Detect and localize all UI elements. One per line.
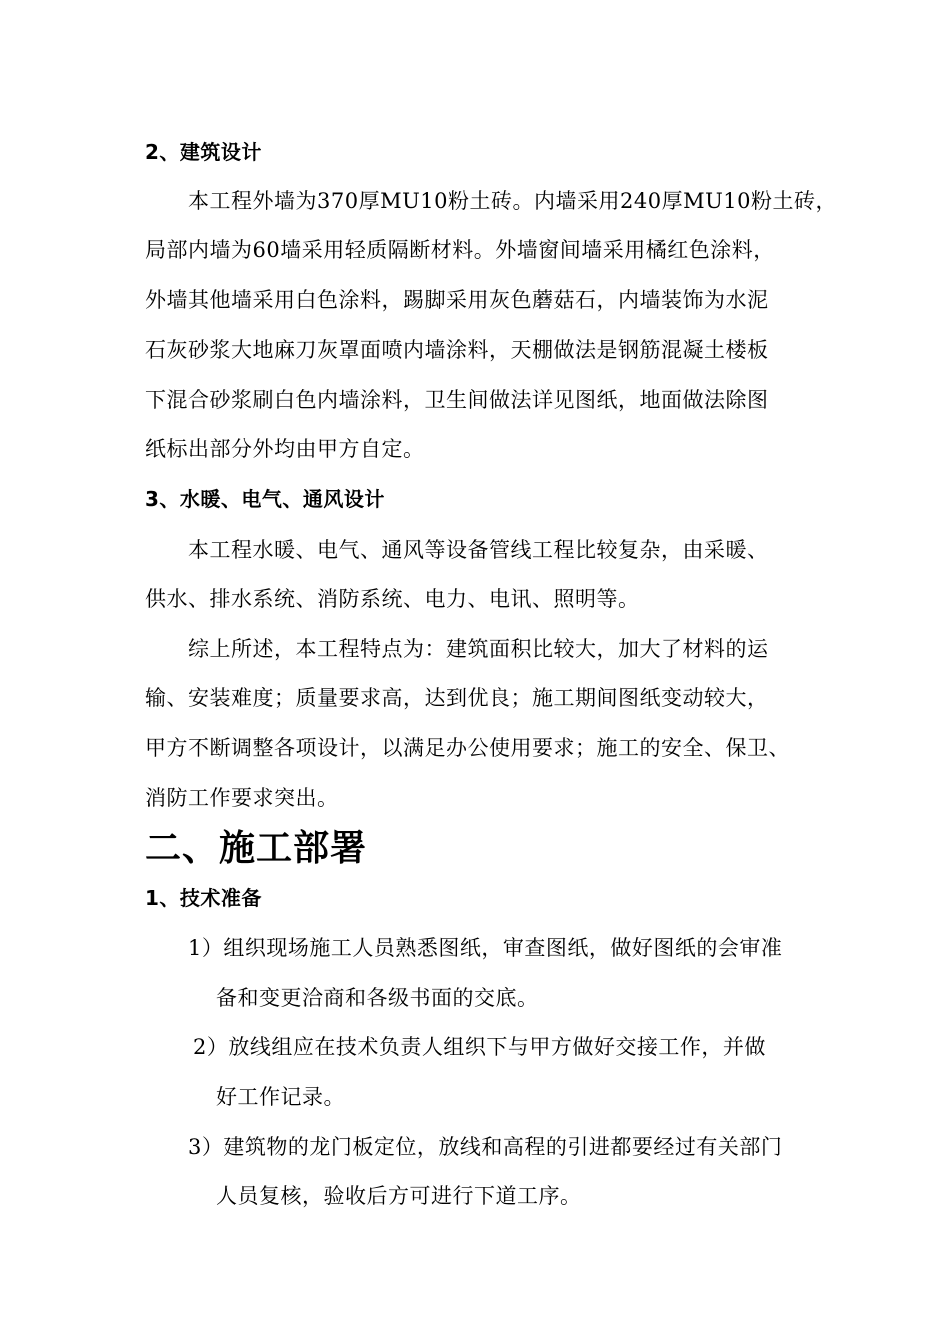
section-heading-architecture: 2、建筑设计 xyxy=(145,140,262,164)
paragraph-line: 本工程外墙为370厚MU10粉土砖。内墙采用240厚MU10粉土砖， xyxy=(188,189,838,213)
section-heading-mep: 3、水暖、电气、通风设计 xyxy=(145,487,385,511)
list-item-line: 人员复核，验收后方可进行下道工序。 xyxy=(216,1184,582,1208)
chapter-title: 二、施工部署 xyxy=(145,828,368,869)
paragraph-line: 甲方不断调整各项设计，以满足办公使用要求；施工的安全、保卫、 xyxy=(145,736,790,760)
paragraph-line: 外墙其他墙采用白色涂料，踢脚采用灰色蘑菇石，内墙装饰为水泥 xyxy=(145,288,769,312)
paragraph-line: 纸标出部分外均由甲方自定。 xyxy=(145,437,425,461)
paragraph-line: 本工程水暖、电气、通风等设备管线工程比较复杂，由采暖、 xyxy=(188,538,769,562)
list-item-line: 1）组织现场施工人员熟悉图纸，审查图纸，做好图纸的会审准 xyxy=(188,936,783,960)
list-item-line: 备和变更洽商和各级书面的交底。 xyxy=(216,986,539,1010)
section-heading-tech-prep: 1、技术准备 xyxy=(145,886,262,910)
paragraph-line: 下混合砂浆刷白色内墙涂料，卫生间做法详见图纸，地面做法除图 xyxy=(145,388,769,412)
list-item-line: 3）建筑物的龙门板定位，放线和高程的引进都要经过有关部门 xyxy=(188,1135,783,1159)
paragraph-line: 局部内墙为60墙采用轻质隔断材料。外墙窗间墙采用橘红色涂料， xyxy=(145,238,775,262)
list-item-line: 2）放线组应在技术负责人组织下与甲方做好交接工作，并做 xyxy=(193,1035,766,1059)
paragraph-line: 供水、排水系统、消防系统、电力、电讯、照明等。 xyxy=(145,587,640,611)
paragraph-line: 输、安装难度；质量要求高，达到优良；施工期间图纸变动较大， xyxy=(145,686,769,710)
paragraph-line: 消防工作要求突出。 xyxy=(145,786,339,810)
paragraph-line: 石灰砂浆大地麻刀灰罩面喷内墙涂料，天棚做法是钢筋混凝土楼板 xyxy=(145,338,769,362)
list-item-line: 好工作记录。 xyxy=(216,1085,345,1109)
paragraph-line: 综上所述，本工程特点为：建筑面积比较大，加大了材料的运 xyxy=(188,637,769,661)
